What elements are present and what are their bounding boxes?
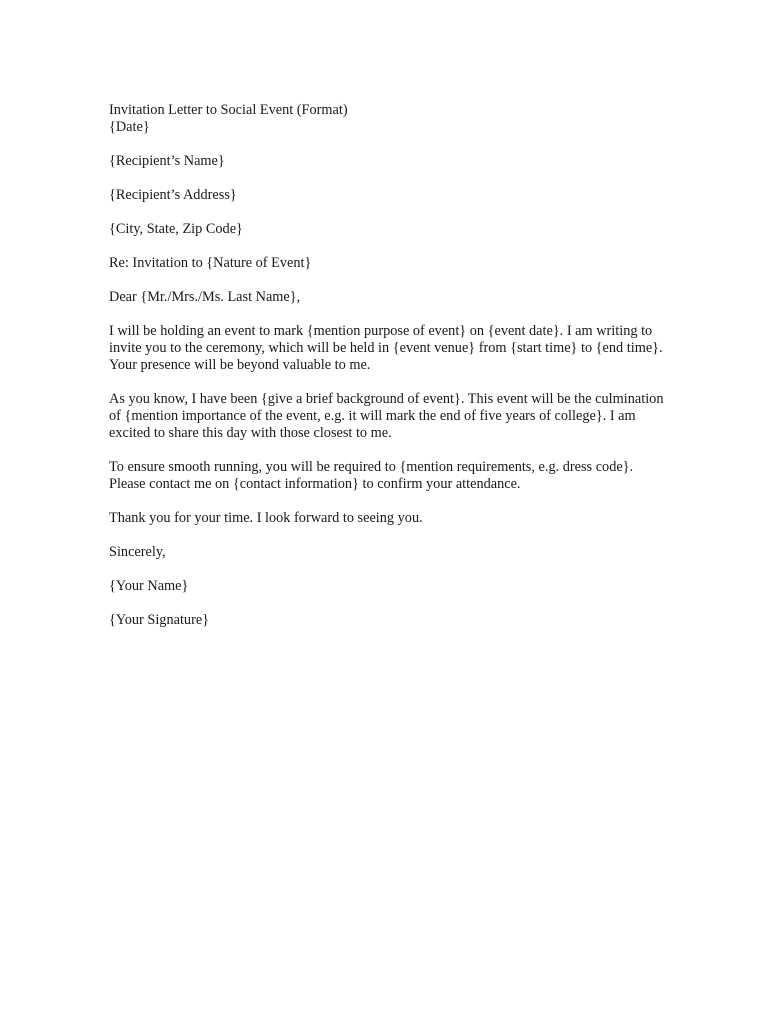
paragraph-line: Please contact me on {contact information} to confirm your attendance. [109,476,521,492]
paragraph-3 [109,459,719,493]
your-name: {Your Name} [109,578,189,594]
paragraph-line: As you know, I have been {give a brief background of event}. This event will be the culmination [109,391,664,407]
paragraph-line: I will be holding an event to mark {mention purpose of event} on {event date}. I am writing to [109,323,653,339]
letter-body [109,102,719,629]
paragraph-line: excited to share this day with those closest to me. [109,425,392,441]
subject-line: Re: Invitation to {Nature of Event} [109,255,312,271]
recipient-name: {Recipient’s Name} [109,153,225,169]
thanks-line: Thank you for your time. I look forward to seeing you. [109,510,423,526]
paragraph-line: To ensure smooth running, you will be required to {mention requirements, e.g. dress code}. [109,459,634,475]
paragraph-line: Your presence will be beyond valuable to me. [109,357,371,373]
recipient-address: {Recipient’s Address} [109,187,237,203]
your-signature: {Your Signature} [109,612,210,628]
salutation: Dear {Mr./Mrs./Ms. Last Name}, [109,289,301,305]
paragraph-line: invite you to the ceremony, which will be held in {event venue} from {start time} to {end time}. [109,340,663,356]
city-state-zip: {City, State, Zip Code} [109,221,243,237]
closing: Sincerely, [109,544,166,560]
document-title: Invitation Letter to Social Event (Format) [109,102,348,118]
paragraph-2 [109,391,719,442]
paragraph-line: of {mention importance of the event, e.g. it will mark the end of five years of college}. I am [109,408,636,424]
date-field: {Date} [109,119,150,135]
paragraph-1 [109,323,719,374]
